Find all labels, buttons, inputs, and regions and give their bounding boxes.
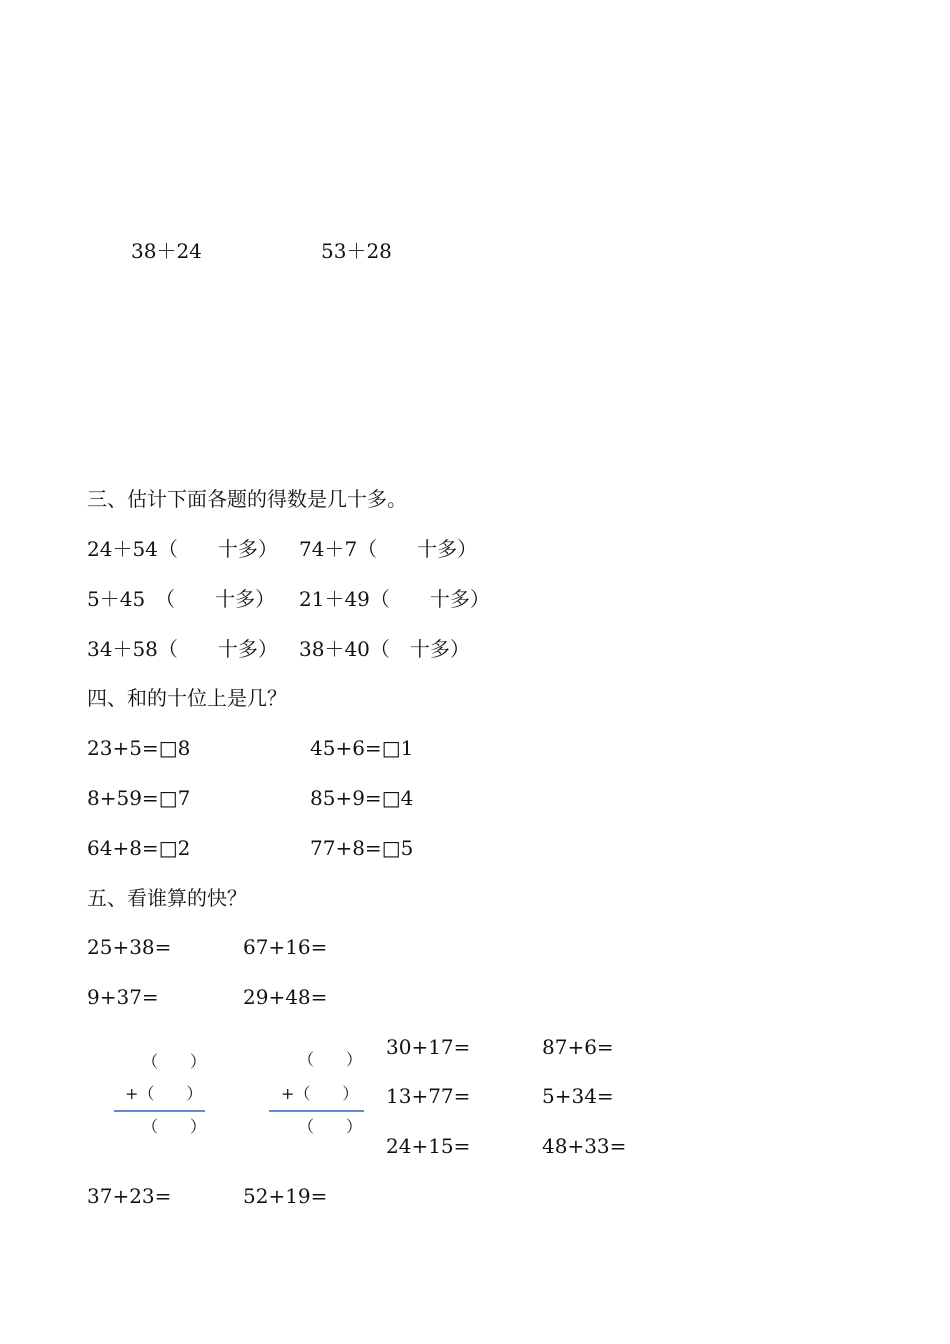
- problem-2: 53＋28: [321, 239, 392, 263]
- grid-r2-c2: 5+34=: [542, 1084, 614, 1108]
- vertical-1-sum-line: [114, 1110, 205, 1112]
- vertical-2-sum-line: [269, 1110, 364, 1112]
- grid-r1-c2: 87+6=: [542, 1035, 614, 1059]
- grid-r3-c1: 24+15=: [386, 1134, 471, 1158]
- section3-row3-left: 34＋58（ 十多）: [87, 637, 278, 661]
- grid-r3-c2: 48+33=: [542, 1134, 627, 1158]
- section5-bottom-left: 37+23=: [87, 1184, 172, 1208]
- section5-row2-right: 29+48=: [243, 985, 328, 1009]
- vertical-2-line2: +（ ）: [281, 1084, 359, 1103]
- section3-row1-left: 24＋54（ 十多）: [87, 537, 278, 561]
- section5-title: 五、看谁算的快？: [87, 886, 247, 910]
- section4-row2-left: 8+59=□7: [87, 786, 191, 810]
- section3-row1-right: 74＋7（ 十多）: [299, 537, 478, 561]
- section4-row3-right: 77+8=□5: [310, 836, 414, 860]
- grid-r1-c1: 30+17=: [386, 1035, 471, 1059]
- section4-row1-left: 23+5=□8: [87, 736, 191, 760]
- section3-row2-right: 21＋49（ 十多）: [299, 587, 490, 611]
- vertical-2-line3: （ ）: [298, 1117, 363, 1136]
- section4-row1-right: 45+6=□1: [310, 736, 414, 760]
- section5-row1-left: 25+38=: [87, 935, 172, 959]
- vertical-1-line2: +（ ）: [125, 1084, 203, 1103]
- vertical-1-line3: （ ）: [142, 1117, 207, 1136]
- section3-title: 三、估计下面各题的得数是几十多。: [87, 487, 407, 511]
- section4-row3-left: 64+8=□2: [87, 836, 191, 860]
- vertical-1-line1: （ ）: [142, 1052, 207, 1071]
- problem-1: 38＋24: [131, 239, 202, 263]
- section5-row1-right: 67+16=: [243, 935, 328, 959]
- section5-bottom-right: 52+19=: [243, 1184, 328, 1208]
- section5-row2-left: 9+37=: [87, 985, 159, 1009]
- grid-r2-c1: 13+77=: [386, 1084, 471, 1108]
- vertical-2-line1: （ ）: [298, 1050, 363, 1069]
- section3-row3-right: 38＋40（ 十多）: [299, 637, 470, 661]
- section4-title: 四、和的十位上是几？: [87, 686, 287, 710]
- section4-row2-right: 85+9=□4: [310, 786, 414, 810]
- section3-row2-left: 5＋45 （ 十多）: [87, 587, 276, 611]
